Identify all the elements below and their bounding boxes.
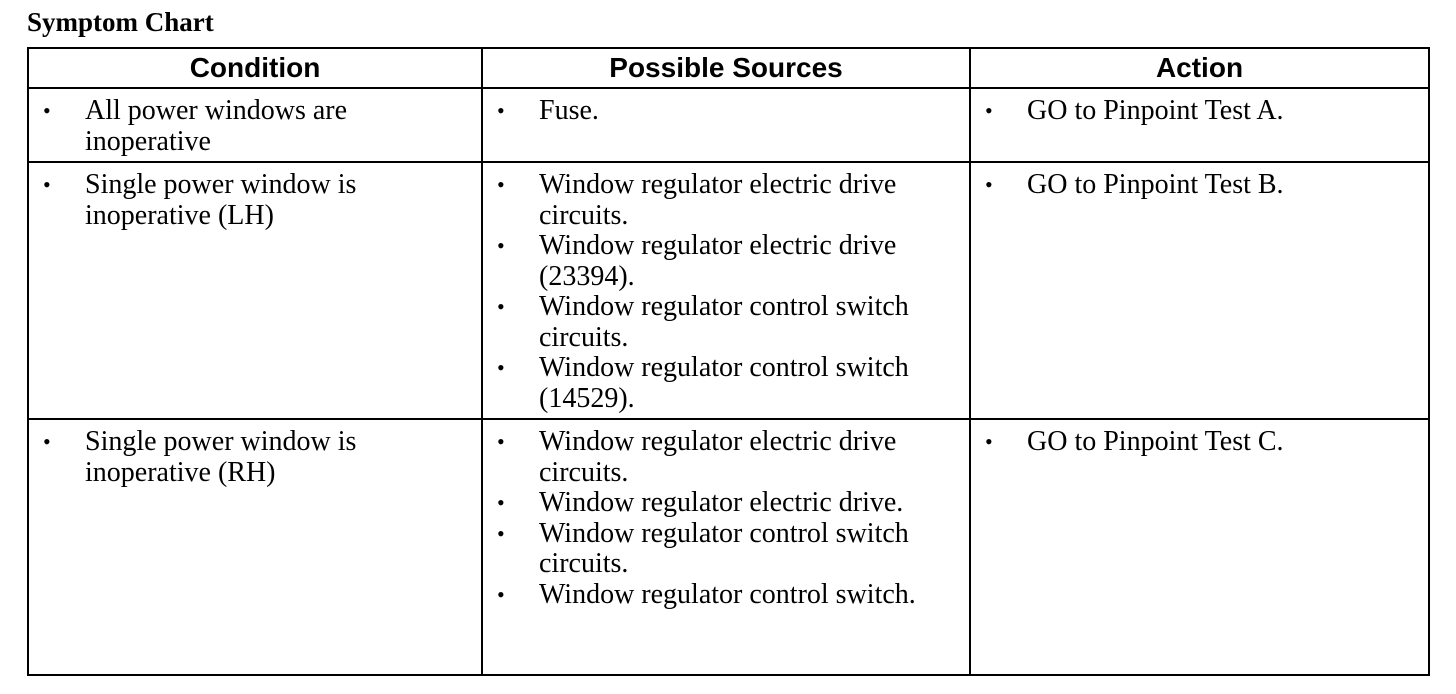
- chart-title: Symptom Chart: [27, 7, 214, 37]
- list-item: • Single power window is inoperative (RH): [29, 427, 481, 488]
- sources-cell: [482, 419, 970, 675]
- list-item: • GO to Pinpoint Test C.: [971, 427, 1428, 458]
- list-item: • Single power window is inoperative (LH): [29, 170, 481, 231]
- list-item: • Window regulator control switch circuits.: [483, 292, 969, 353]
- header-action: Action: [970, 48, 1429, 88]
- action-cell: [970, 88, 1429, 162]
- header-condition: Condition: [28, 48, 482, 88]
- list-item: • Window regulator control switch (14529).: [483, 353, 969, 414]
- sources-cell: [482, 88, 970, 162]
- header-possible-sources: Possible Sources: [482, 48, 970, 88]
- list-item: • Window regulator electric drive (23394).: [483, 231, 969, 292]
- list-item: • GO to Pinpoint Test B.: [971, 170, 1428, 201]
- condition-cell: [28, 88, 482, 162]
- condition-cell: [28, 162, 482, 419]
- list-item: • Window regulator electric drive circuits.: [483, 427, 969, 488]
- header-row: [28, 48, 1429, 88]
- table-row: [28, 162, 1429, 419]
- action-cell: [970, 419, 1429, 675]
- list-item: • All power windows are inoperative: [29, 96, 481, 157]
- sources-cell: [482, 162, 970, 419]
- symptom-table: [27, 47, 1430, 676]
- condition-cell: [28, 419, 482, 675]
- action-cell: [970, 162, 1429, 419]
- table-row: [28, 88, 1429, 162]
- list-item: • Window regulator control switch circuits.: [483, 519, 969, 580]
- list-item: • Window regulator electric drive circuits.: [483, 170, 969, 231]
- list-item: • Window regulator control switch.: [483, 580, 969, 611]
- list-item: • Fuse.: [483, 96, 969, 127]
- table-row: [28, 419, 1429, 675]
- list-item: • GO to Pinpoint Test A.: [971, 96, 1428, 127]
- list-item: • Window regulator electric drive.: [483, 488, 969, 519]
